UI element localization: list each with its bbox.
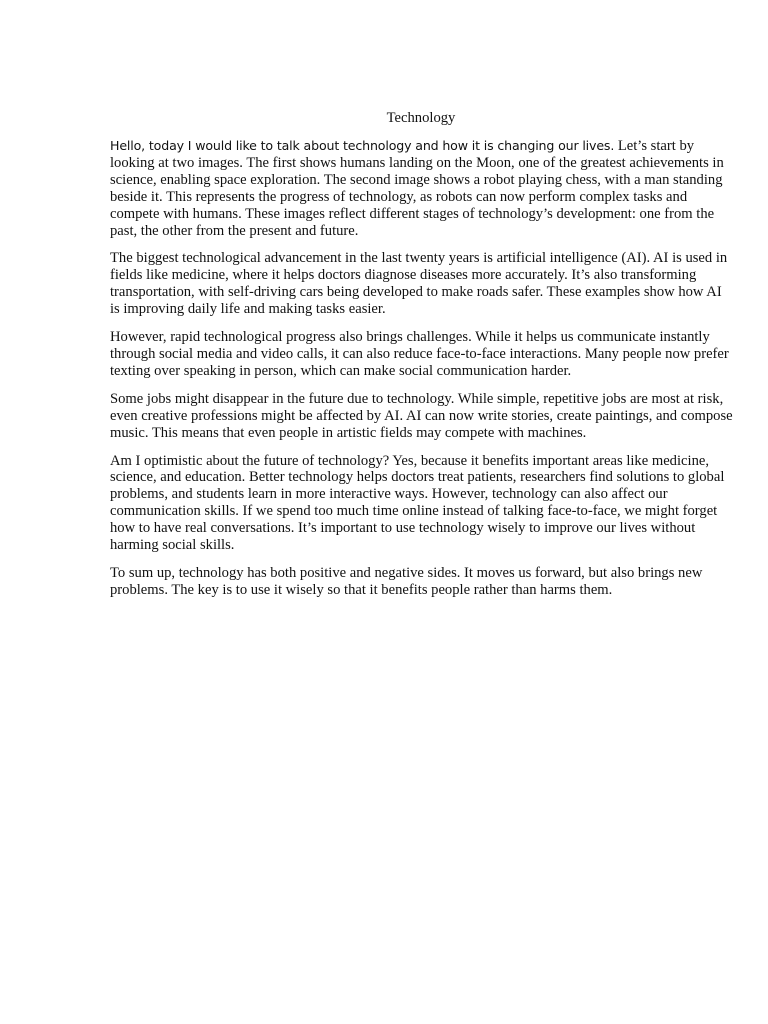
paragraph-intro — [110, 138, 734, 239]
paragraph-challenges: However, rapid technological progress also brings challenges. While it helps us communicate instantly through social media and video calls, it can also reduce face-to-face interactions. Many people now prefer texting over speaking in person, which can make social communication harder. — [110, 329, 729, 379]
paragraph-optimism: Am I optimistic about the future of technology? Yes, because it benefits important areas like medicine, science, and education. Better technology helps doctors treat patients, researchers find solutions to global problems, and students learn in more interactive ways. However, technology can also affect our communication skills. If we spend too much time online instead of talking face-to-face, we might forget how to have real conversations. It’s important to use technology wisely to improve our lives without harming social skills. — [110, 452, 725, 554]
document-body — [110, 138, 734, 610]
document-title: Technology — [386, 110, 456, 126]
paragraph-conclusion: To sum up, technology has both positive and negative sides. It moves us forward, but also brings new problems. The key is to use it wisely so that it benefits people rather than harms them. — [110, 564, 703, 598]
paragraph-ai: The biggest technological advancement in the last twenty years is artificial intelligence (AI). AI is used in fields like medicine, where it helps doctors diagnose diseases more accurately. It’s also transforming transportation, with self-driving cars being developed to make roads safer. These examples show how AI is improving daily life and making tasks easier. — [110, 250, 728, 318]
intro-lead-sentence: Hello, today I would like to talk about technology and how it is changing our lives. — [110, 138, 615, 153]
intro-rest: Let’s start by looking at two images. The first shows humans landing on the Moon, one of the greatest achievements in science, enabling space exploration. The second image shows a robot playing chess, with a man standing beside it. This represents the progress of technology, as robots can now perform complex tasks and compete with humans. These images reflect different stages of technology’s development: one from the past, the other from the present and future. — [110, 138, 724, 239]
paragraph-jobs: Some jobs might disappear in the future due to technology. While simple, repetitive jobs are most at risk, even creative professions might be affected by AI. AI can now write stories, create paintings, and compose music. This means that even people in artistic fields may compete with machines. — [110, 390, 733, 441]
